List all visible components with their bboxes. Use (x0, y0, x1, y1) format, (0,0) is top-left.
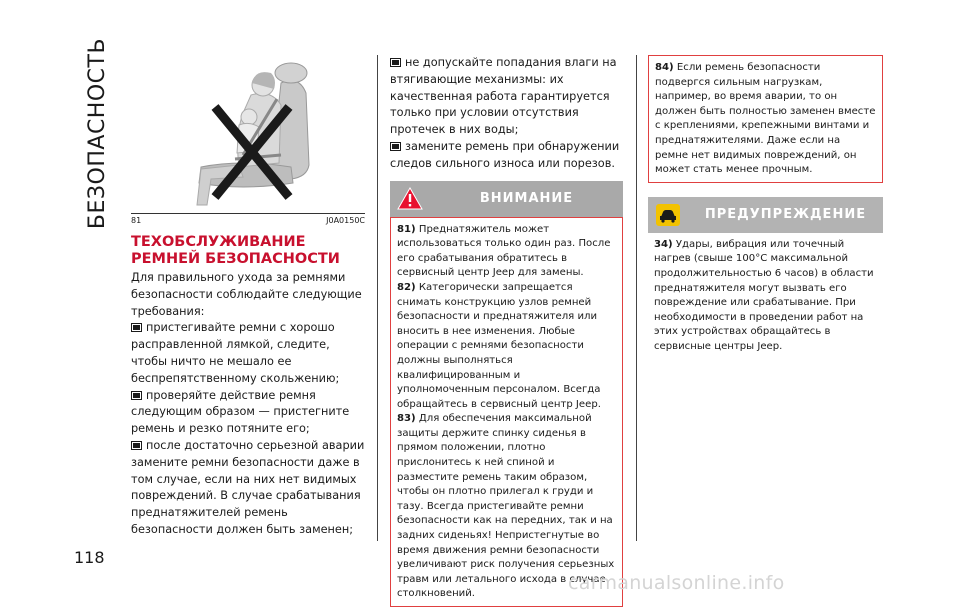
intro-text: Для правильного ухода за ремнями безопасности соблюдайте следующие требования: (131, 271, 362, 318)
list-item: проверяйте действие ремня следующим образом — пристегните ремень и резко потяните его; (131, 388, 350, 436)
warning-box (390, 217, 623, 607)
page-number: 118 (74, 548, 105, 567)
bullet-icon (390, 142, 401, 151)
warning-item: 84) Если ремень безопасности подвергся сильным нагрузкам, например, во время аварии, то он должен быть полностью заменен вместе с креплениями, крепежными винтами и преднатяжителями. Даже если на ремне нет видимых повреждений, он может стать менее прочным. (655, 62, 876, 176)
bullet-icon (131, 391, 142, 400)
child-seat-illustration (131, 55, 365, 211)
figure-code: J0A0150C (326, 216, 365, 225)
figure-81 (131, 55, 365, 211)
warning-header (390, 181, 623, 217)
caution-header (648, 197, 883, 233)
warning-item: 81) Преднатяжитель может использоваться только один раз. После его срабатывания обратитесь в сервисный центр Jeep для замены. (397, 223, 611, 279)
column-divider (636, 55, 637, 541)
car-skid-icon (648, 197, 688, 233)
list-item: не допускайте попадания влаги на втягивающие механизмы: их качественная работа гарантируется только при условии отсутствия протечек в них воды; (390, 56, 617, 137)
figure-number: 81 (131, 216, 142, 225)
figure-caption (131, 213, 365, 225)
column-3 (648, 55, 883, 359)
warning-item: 82) Категорически запрещается снимать конструкцию узлов ремней безопасности и преднатяжителя или вносить в нее изменения. Любые операции с ремнями безопасности должны выполняться квалифицированным и уполномоченным персоналом. Всегда обращайтесь в сервисный центр Jeep. (397, 281, 601, 410)
side-title-text: БЕЗОПАСНОСТЬ (85, 37, 111, 229)
list-item: после достаточно серьезной аварии замените ремни безопасности даже в том случае, если на них нет видимых повреждений. В случае срабатывания преднатяжителей ремень безопасности должен быть заменен; (131, 438, 365, 536)
bullet-icon (390, 58, 401, 67)
bullet-icon (131, 441, 142, 450)
column-1 (131, 55, 365, 539)
list-item: замените ремень при обнаружении следов сильного износа или порезов. (390, 139, 620, 170)
column-2 (390, 55, 623, 607)
warning-triangle-icon (390, 181, 430, 217)
section-heading: ТЕХОБСЛУЖИВАНИЕ РЕМНЕЙ БЕЗОПАСНОСТИ (131, 234, 340, 267)
column-divider (377, 55, 378, 541)
caution-title: ПРЕДУПРЕЖДЕНИЕ (704, 207, 867, 223)
warning-box-continued (648, 55, 883, 183)
caution-box (648, 233, 883, 359)
watermark: carmanualsonline.info (568, 572, 785, 594)
warning-item: 83) Для обеспечения максимальной защиты держите спинку сиденья в прямом положении, плотно прислонитесь к ней спиной и разместите ремень таким образом, чтобы он плотно прилегал к груди и тазу. Всегда пристегивайте ремни безопасности как на передних, так и на задних сиденьях! Непристегнутые во время движения ремни безопасности увеличивают риск получения серьезных травм или летального исхода в случае столкновений. (397, 413, 615, 600)
bullet-icon (131, 323, 142, 332)
list-item: пристегивайте ремни с хорошо расправленной лямкой, следите, чтобы ничто не мешало ее беспрепятственному скольжению; (131, 321, 340, 385)
side-section-title (78, 28, 118, 238)
warning-title: ВНИМАНИЕ (479, 191, 574, 207)
caution-item: 34) Удары, вибрация или точечный нагрев (свыше 100°C максимальной продолжительностью 6 часов) в области преднатяжителя могут вызвать его повреждение или срабатывание. При необходимости в проведении работ на этих устройствах обращайтесь в сервисные центры Jeep. (654, 238, 874, 352)
